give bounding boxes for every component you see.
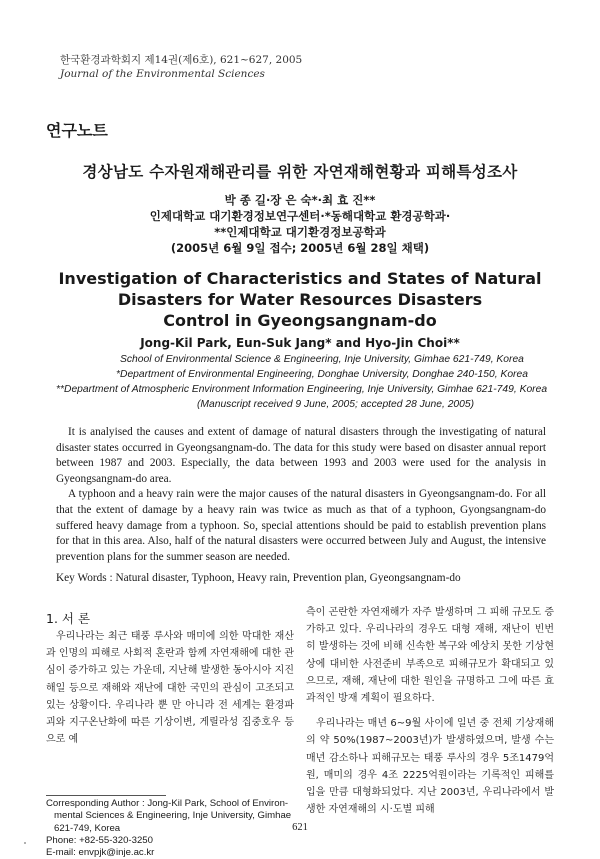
- abstract: [56, 425, 546, 565]
- footnote-line: E-mail: envpjk@inje.ac.kr: [46, 847, 155, 859]
- section-label: 연구노트: [46, 121, 108, 140]
- footnote-line: 621-749, Korea: [54, 822, 121, 834]
- affiliation-english-1: School of Environmental Science & Engineering, Inje University, Gimhae 621-749, Korea: [120, 354, 524, 365]
- title-english-line: Control in Gyeongsangnam-do: [163, 311, 437, 330]
- authors-english: Jong-Kil Park, Eun-Suk Jang* and Hyo-Jin Choi**: [140, 336, 460, 350]
- affiliation-english-2: *Department of Environmental Engineering, Donghae University, Donghae 240-150, Korea: [116, 369, 528, 380]
- title-english: [0, 268, 600, 331]
- scan-speck: [24, 842, 26, 844]
- footnote-divider: [46, 795, 166, 796]
- title-korean: 경상남도 수자원재해관리를 위한 자연재해현황과 피해특성조사: [82, 163, 518, 181]
- body-paragraph: 측이 곤란한 자연재해가 자주 발생하며 그 피해 규모도 증가하고 있다. 우리나라의 경우도 대형 재해, 재난이 빈번히 발생하는 것에 비해 신속한 복구와 예상치 못한 기상현상에 대비한 사전준비 부족으로 피해규모가 확대되고 있으므로, 재해, 재난에 대한 원인을 규명하고 그에 따른 효과적인 방재 계획이 필요하다.: [306, 607, 554, 705]
- body-paragraph: 우리나라는 최근 태풍 루사와 매미에 의한 막대한 재산과 인명의 피해로 사회적 혼란과 함께 자연재해에 대한 관심이 증가하고 있는 가운데, 지난해 발생한 동아시아 지진해일 등으로 재해와 재난에 대한 국민의 관심이 고조되고 있는 상황이다. 우리나라 뿐 만 아니라 전 세계는 환경파괴와 지구온난화에 따른 기상이변, 게릴라성 집중호우 등으로 예: [46, 631, 294, 746]
- page-number: 621: [292, 822, 308, 833]
- left-column: [46, 628, 294, 748]
- footnote-line: Corresponding Author : Jong-Kil Park, School of Environ-: [46, 798, 289, 809]
- footnote-line: mental Sciences & Engineering, Inje University, Gimhae: [54, 810, 292, 822]
- section-heading-introduction: 1. 서 론: [46, 611, 91, 626]
- journal-name: Journal of the Environmental Sciences: [60, 68, 265, 80]
- affiliation-korean-1: 인제대학교 대기환경정보연구센터·*동해대학교 환경공학과·: [149, 209, 451, 223]
- keywords: Key Words : Natural disaster, Typhoon, Heavy rain, Prevention plan, Gyeongsangnam-do: [56, 572, 461, 584]
- affiliation-korean-2: **인제대학교 대기환경정보공학과: [214, 225, 386, 239]
- manuscript-dates: (Manuscript received 9 June, 2005; accepted 28 June, 2005): [197, 399, 475, 410]
- footnote-line: Phone: +82-55-320-3250: [46, 834, 153, 846]
- abstract-paragraph: It is analyised the causes and extent of damage of natural disasters through the investigating of natural disaster states occurred in Gyeongsangnam-do. The data for this study were based on disaster annual report between 1987 and 2003. Especially, the data between 1993 and 2003 were used for the analysis in Gyeongsangnam-do area.: [56, 426, 546, 485]
- body-paragraph: 우리나라는 매년 6~9월 사이에 일년 중 전체 기상재해의 약 50%(1987~2003년)가 발생하였으며, 발생 수는 매년 감소하나 피해규모는 태풍 루사의 경우 5조1479억원, 매미의 경우 4조 2225억원이라는 기록적인 피해를 입을 만큼 대형화되었다. 지난 2003년, 우리나라에서 발생한 자연재해의 시·도별 피해: [306, 718, 554, 816]
- right-column: [306, 604, 554, 818]
- affiliation-english-3: **Department of Atmospheric Environment Information Engineering, Inje University, Gimhae 621-749, Korea: [56, 384, 548, 395]
- journal-citation: 한국환경과학회지 제14권(제6호), 621~627, 2005: [60, 54, 303, 66]
- abstract-paragraph: A typhoon and a heavy rain were the major causes of the natural disasters in Gyeongsangnam-do. For all that the extent of damage by a heavy rain was twice as much as that of a typhoon, Gyongsangnam-do suffered heavy damage from a typhoon. So, special attentions should be paid to establish prevention plans for that in this area. Also, half of the natural disasters were occurred between July and August, the intensive prevention plans for the summer season are needed.: [56, 488, 546, 563]
- authors-korean: 박 종 길·장 은 숙*·최 효 진**: [224, 193, 376, 207]
- received-dates-korean: (2005년 6월 9일 접수; 2005년 6월 28일 채택): [170, 241, 430, 255]
- title-english-line: Disasters for Water Resources Disasters: [117, 290, 483, 309]
- title-english-line: Investigation of Characteristics and States of Natural: [58, 269, 542, 288]
